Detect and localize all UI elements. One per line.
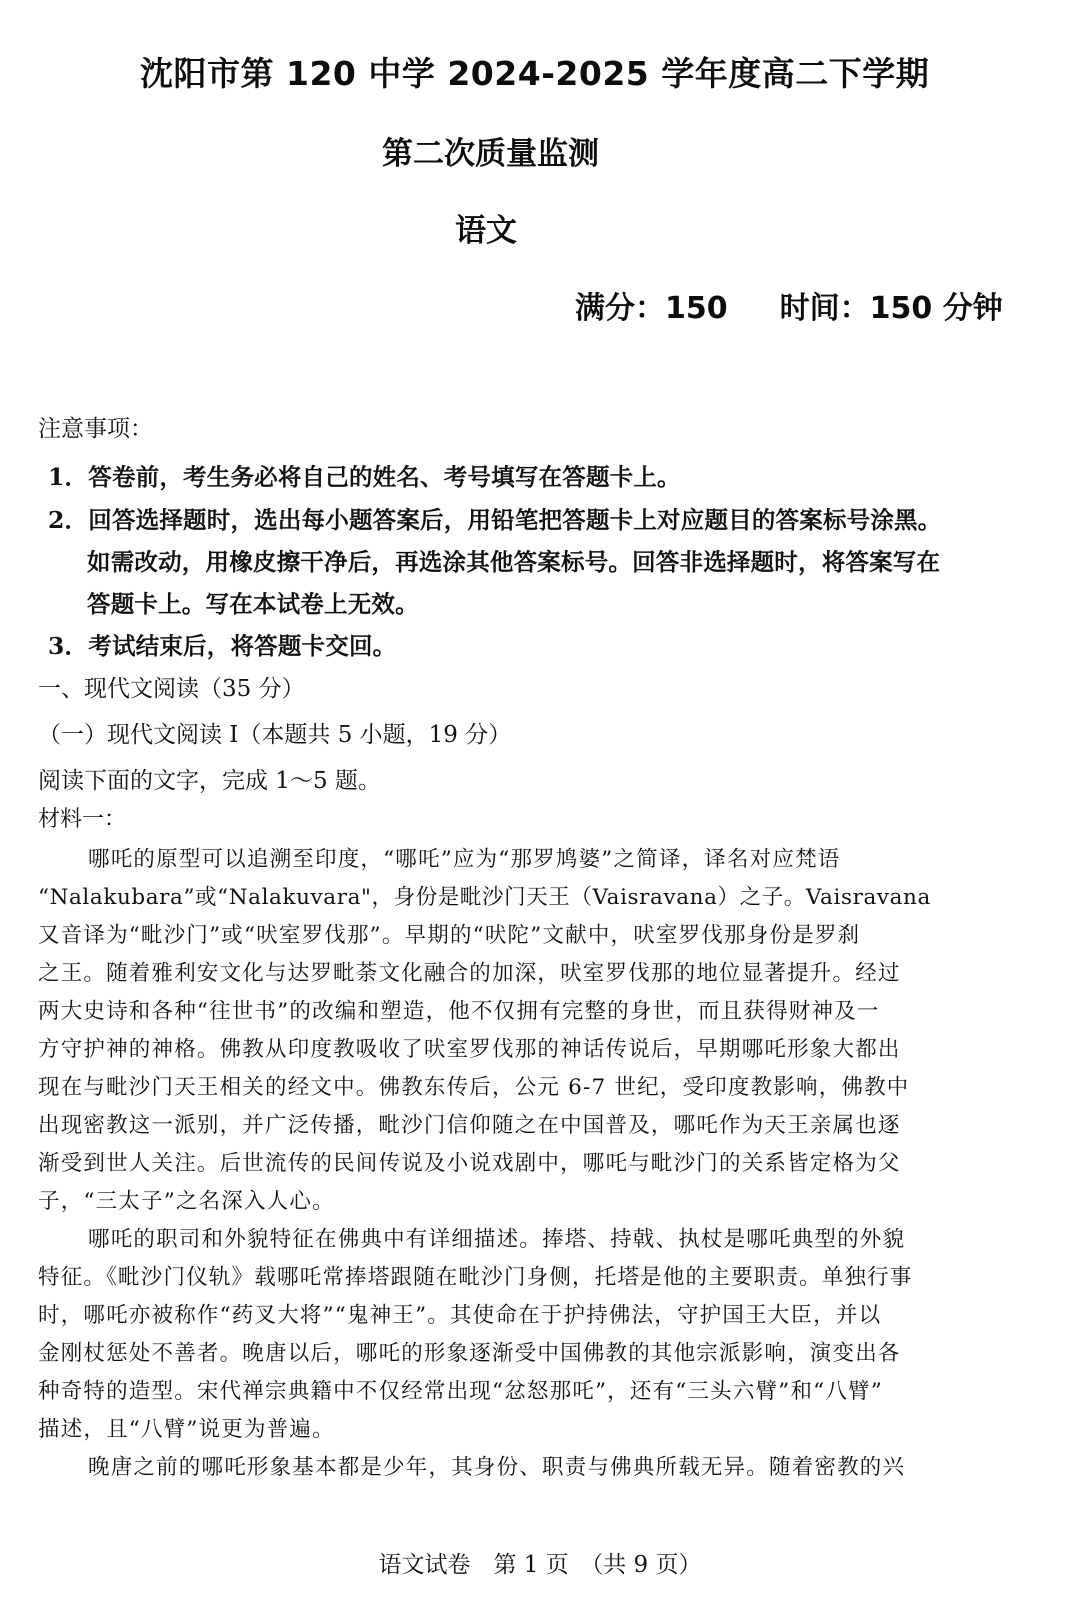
passage-line: “Nalakubara”或“Nalakuvara"，身份是毗沙门天王（Vaisravana）之子。Vaisravana bbox=[38, 885, 931, 910]
passage-line: 又音译为“毗沙门”或“吠室罗伐那”。早期的“吠陀”文献中，吠室罗伐那身份是罗刹 bbox=[38, 923, 861, 948]
subject-title: 语文 bbox=[455, 213, 517, 249]
section-heading: 一、现代文阅读（35 分） bbox=[38, 676, 305, 702]
full-score: 满分：150 bbox=[575, 291, 728, 326]
material-label: 材料一： bbox=[38, 807, 127, 832]
passage-line: 时，哪吒亦被称作“药叉大将”“鬼神王”。其使命在于护持佛法，守护国王大臣，并以 bbox=[38, 1303, 882, 1328]
passage-line: 现在与毗沙门天王相关的经文中。佛教东传后，公元 6-7 世纪，受印度教影响，佛教中 bbox=[38, 1075, 910, 1100]
passage-line: 特征。《毗沙门仪轨》载哪吒常捧塔跟随在毗沙门身侧，托塔是他的主要职责。单独行事 bbox=[38, 1265, 913, 1290]
exam-time: 时间：150 分钟 bbox=[779, 291, 1003, 326]
notice-item-1: 1．答卷前，考生务必将自己的姓名、考号填写在答题卡上。 bbox=[48, 463, 681, 491]
passage-line: 种奇特的造型。宋代禅宗典籍中不仅经常出现“忿怒那吒”，还有“三头六臂”和“八臂” bbox=[38, 1379, 883, 1404]
notice-item-2-cont2: 答题卡上。写在本试卷上无效。 bbox=[87, 590, 419, 618]
section-subheading: （一）现代文阅读 I（本题共 5 小题，19 分） bbox=[38, 722, 512, 748]
notice-item-2: 2．回答选择题时，选出每小题答案后，用铅笔把答题卡上对应题目的答案标号涂黑。 bbox=[48, 506, 942, 534]
exam-subtitle: 第二次质量监测 bbox=[382, 136, 599, 172]
passage-line: 哪吒的职司和外貌特征在佛典中有详细描述。捧塔、持戟、执杖是哪吒典型的外貌 bbox=[88, 1227, 906, 1252]
reading-instruction: 阅读下面的文字，完成 1～5 题。 bbox=[38, 768, 381, 794]
passage-line: 金刚杖惩处不善者。晚唐以后，哪吒的形象逐渐受中国佛教的其他宗派影响，演变出各 bbox=[38, 1341, 901, 1366]
passage-line: 描述，且“八臂”说更为普遍。 bbox=[38, 1417, 335, 1442]
passage-line: 出现密教这一派别，并广泛传播，毗沙门信仰随之在中国普及，哪吒作为天王亲属也逐 bbox=[38, 1113, 901, 1138]
passage-line: 晚唐之前的哪吒形象基本都是少年，其身份、职责与佛典所载无异。随着密教的兴 bbox=[88, 1455, 906, 1480]
passage-line: 两大史诗和各种“往世书”的改编和塑造，他不仅拥有完整的身世，而且获得财神及一 bbox=[38, 999, 880, 1024]
score-time-line bbox=[575, 283, 1003, 327]
notice-item-2-cont: 如需改动，用橡皮擦干净后，再选涂其他答案标号。回答非选择题时，将答案写在 bbox=[87, 548, 941, 576]
passage-line: 渐受到世人关注。后世流传的民间传说及小说戏剧中，哪吒与毗沙门的关系皆定格为父 bbox=[38, 1151, 901, 1176]
passage-line: 方守护神的神格。佛教从印度教吸收了吠室罗伐那的神话传说后，早期哪吒形象大都出 bbox=[38, 1037, 901, 1062]
notice-heading: 注意事项： bbox=[38, 416, 153, 442]
page-footer: 语文试卷 第 1 页 （共 9 页） bbox=[378, 1552, 702, 1578]
passage-line: 之王。随着雅利安文化与达罗毗荼文化融合的加深，吠室罗伐那的地位显著提升。经过 bbox=[38, 961, 901, 986]
exam-title: 沈阳市第 120 中学 2024-2025 学年度高二下学期 bbox=[140, 54, 930, 93]
passage-line: 子，“三太子”之名深入人心。 bbox=[38, 1189, 335, 1214]
notice-item-3: 3．考试结束后，将答题卡交回。 bbox=[48, 632, 397, 660]
passage-line: 哪吒的原型可以追溯至印度，“哪吒”应为“那罗鸠婆”之简译，译名对应梵语 bbox=[88, 847, 841, 872]
